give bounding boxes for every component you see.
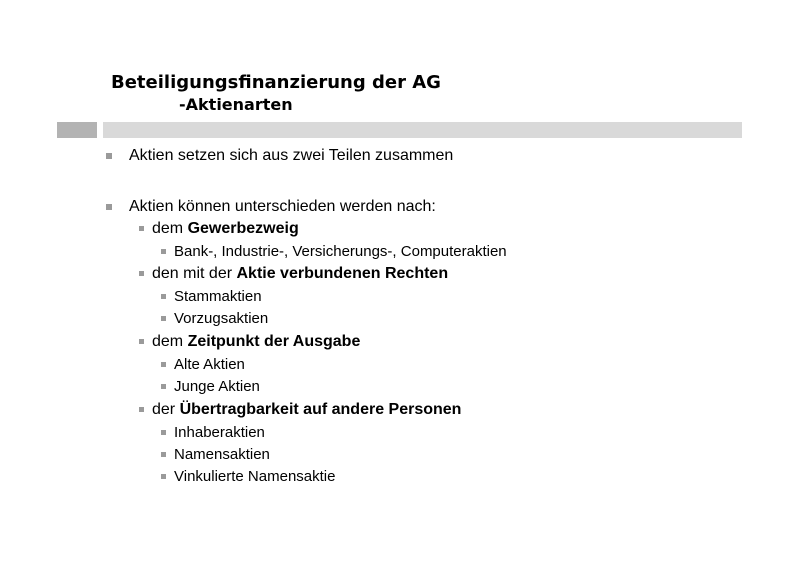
bullet-square-icon [161, 474, 166, 479]
bullet-square-icon [161, 249, 166, 254]
bullet-square-icon [139, 226, 144, 231]
slide-title [111, 70, 441, 114]
bullet-square-icon [106, 153, 112, 159]
bullet-square-icon [139, 407, 144, 412]
bullet-item: Aktien setzen sich aus zwei Teilen zusammen [129, 147, 453, 165]
sub-sub-bullet-item: Junge Aktien [174, 378, 260, 396]
sub-sub-bullet-item: Stammaktien [174, 288, 262, 306]
sub-sub-bullet-item: Alte Aktien [174, 356, 245, 374]
sub-bullet-item: den mit der Aktie verbundenen Rechten [152, 265, 448, 283]
bullet-square-icon [161, 430, 166, 435]
bullet-square-icon [139, 271, 144, 276]
sub-sub-bullet-item: Inhaberaktien [174, 424, 265, 442]
bullet-square-icon [161, 362, 166, 367]
sub-bullet-item: dem Gewerbezweig [152, 220, 299, 238]
title-bar-accent [57, 122, 97, 138]
bullet-square-icon [161, 452, 166, 457]
title-bar [103, 122, 742, 138]
sub-bullet-item: dem Zeitpunkt der Ausgabe [152, 333, 360, 351]
bullet-square-icon [161, 294, 166, 299]
sub-sub-bullet-item: Bank-, Industrie-, Versicherungs-, Computeraktien [174, 243, 507, 261]
sub-bullet-item: der Übertragbarkeit auf andere Personen [152, 401, 461, 419]
bullet-square-icon [161, 384, 166, 389]
sub-sub-bullet-item: Vinkulierte Namensaktie [174, 468, 335, 486]
bullet-square-icon [161, 316, 166, 321]
sub-sub-bullet-item: Namensaktien [174, 446, 270, 464]
bullet-square-icon [139, 339, 144, 344]
title-line-2: -Aktienarten [179, 95, 293, 114]
title-line-1: Beteiligungsfinanzierung der AG [111, 72, 441, 93]
sub-sub-bullet-item: Vorzugsaktien [174, 310, 268, 328]
bullet-square-icon [106, 204, 112, 210]
bullet-item: Aktien können unterschieden werden nach: [129, 198, 436, 216]
